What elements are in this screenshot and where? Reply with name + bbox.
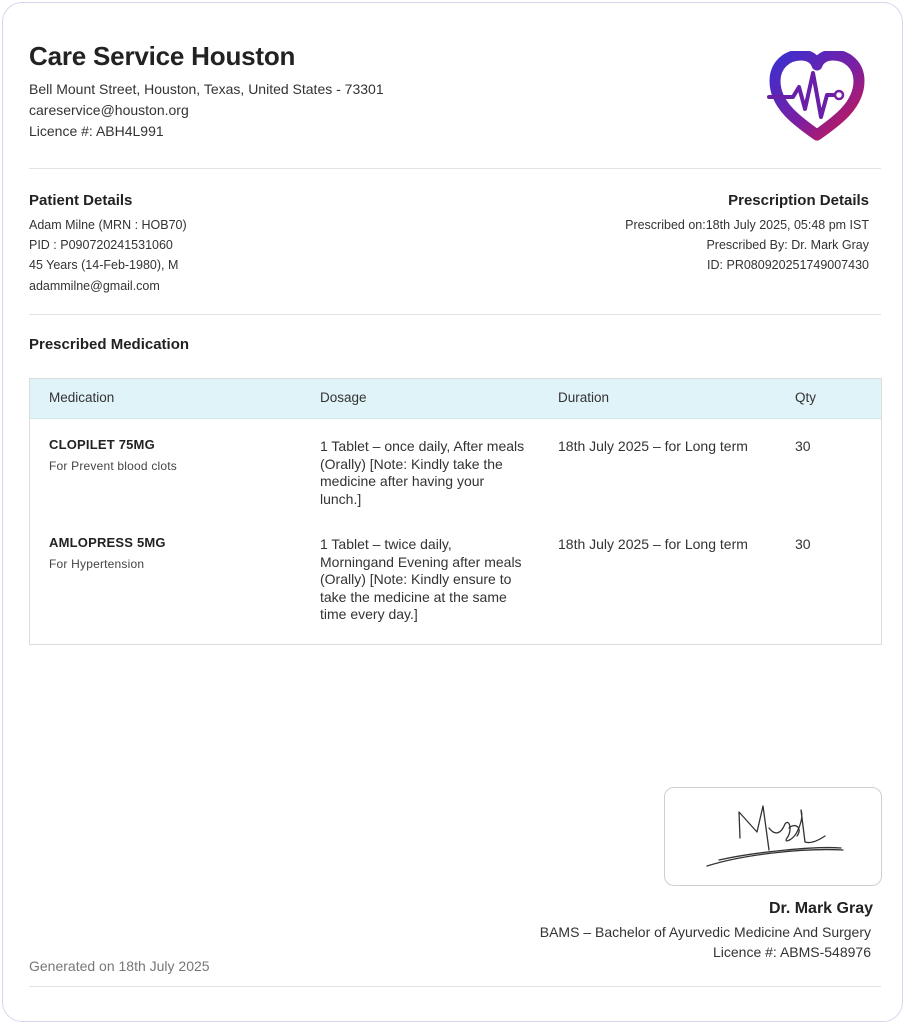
medication-name: AMLOPRESS 5MG: [49, 535, 166, 550]
patient-name: Adam Milne (MRN : HOB70): [29, 218, 187, 232]
prescribed-on: Prescribed on:18th July 2025, 05:48 pm IST: [625, 218, 869, 232]
column-header-duration: Duration: [558, 390, 610, 405]
clinic-name: Care Service Houston: [29, 41, 296, 71]
doctor-qualification: BAMS – Bachelor of Ayurvedic Medicine And Surgery: [539, 924, 871, 940]
patient-pid: PID : P090720241531060: [29, 238, 173, 252]
medication-name: CLOPILET 75MG: [49, 437, 155, 452]
medication-table: [29, 378, 882, 645]
prescription-details-title: Prescription Details: [728, 192, 869, 209]
column-header-dosage: Dosage: [320, 390, 367, 405]
patient-email: adammilne@gmail.com: [29, 279, 160, 293]
clinic-email: careservice@houston.org: [29, 102, 189, 118]
medication-duration: 18th July 2025 – for Long term: [558, 536, 748, 552]
medication-dosage: 1 Tablet – twice daily, Morningand Evening after meals (Orally) [Note: Kindly ensure to take the medicine at the same time every day.]: [320, 536, 522, 622]
column-header-qty: Qty: [795, 390, 817, 405]
medication-qty: 30: [795, 536, 811, 552]
medication-qty: 30: [795, 438, 811, 454]
medication-purpose: For Prevent blood clots: [49, 459, 177, 473]
doctor-name: Dr. Mark Gray: [768, 900, 873, 917]
medication-section-title: Prescribed Medication: [29, 336, 190, 353]
prescription-id: ID: PR080920251749007430: [707, 258, 869, 272]
patient-details-title: Patient Details: [29, 192, 133, 209]
medication-purpose: For Hypertension: [49, 557, 145, 571]
prescription-card: [2, 2, 903, 1022]
generated-date: Generated on 18th July 2025: [29, 958, 210, 974]
medication-duration: 18th July 2025 – for Long term: [558, 438, 748, 454]
column-header-medication: Medication: [49, 390, 115, 405]
footer-divider: [29, 986, 881, 987]
doctor-licence: Licence #: ABMS-548976: [713, 944, 871, 960]
heart-pulse-logo-icon: [767, 51, 867, 141]
clinic-licence: Licence #: ABH4L991: [29, 123, 164, 139]
signature-box: [664, 787, 882, 886]
doctor-signature: [665, 788, 883, 887]
medication-dosage: 1 Tablet – once daily, After meals (Orally) [Note: Kindly take the medicine after having your lunch.]: [320, 438, 525, 507]
patient-age: 45 Years (14-Feb-1980), M: [29, 258, 179, 272]
clinic-address: Bell Mount Street, Houston, Texas, United States - 73301: [29, 81, 384, 97]
details-divider: [29, 314, 881, 315]
prescribed-by: Prescribed By: Dr. Mark Gray: [706, 238, 869, 252]
header-divider: [29, 168, 881, 169]
table-header: [30, 379, 881, 419]
